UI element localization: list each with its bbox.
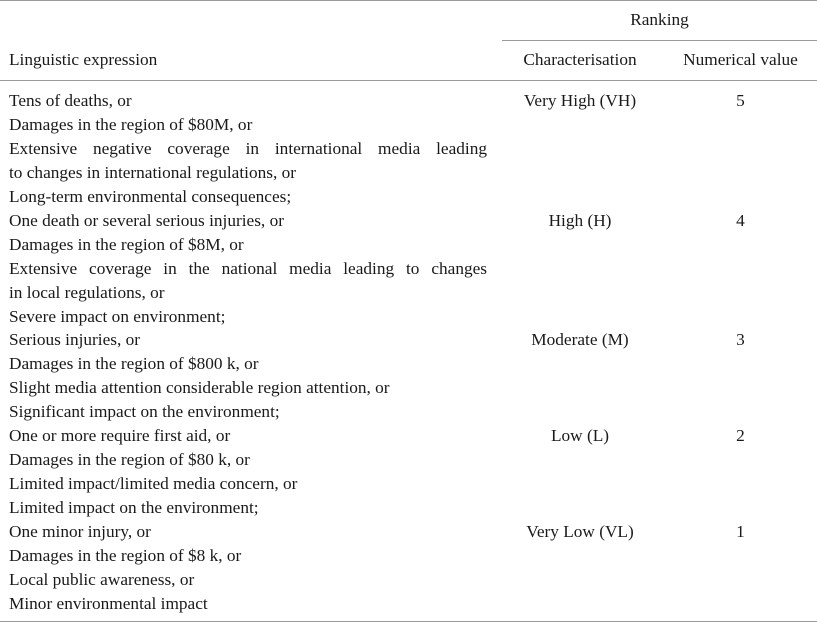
expression-line: Significant impact on the environment; (9, 402, 280, 421)
expression-line: Extensive coverage in the national media leading to changes (9, 259, 487, 278)
linguistic-expression-cell (9, 424, 497, 520)
numerical-value-cell: 1 (736, 522, 745, 541)
linguistic-expression-cell (9, 89, 497, 209)
expression-line: to changes in international regulations, or (9, 163, 296, 182)
expression-line: Limited impact/limited media concern, or (9, 474, 298, 493)
numerical-value-cell: 4 (736, 211, 745, 230)
expression-line: Severe impact on environment; (9, 307, 226, 326)
table-top-rule (0, 0, 817, 1)
linguistic-expression-cell (9, 209, 497, 329)
table-bottom-rule (0, 621, 817, 622)
expression-line: One death or several serious injuries, or (9, 211, 284, 230)
characterisation-cell: Low (L) (550, 426, 610, 445)
expression-line: Serious injuries, or (9, 330, 141, 349)
expression-line: One minor injury, or (9, 522, 151, 541)
ranking-group-rule (502, 40, 817, 41)
header-linguistic-expression: Linguistic expression (9, 50, 158, 69)
characterisation-cell: Very Low (VL) (526, 522, 634, 541)
header-ranking-group: Ranking (630, 10, 689, 29)
characterisation-cell: Very High (VH) (523, 91, 637, 110)
numerical-value-cell: 5 (736, 91, 745, 110)
numerical-value-cell: 3 (736, 330, 745, 349)
expression-line: Slight media attention considerable region attention, or (9, 378, 390, 397)
expression-line: Damages in the region of $80M, or (9, 115, 253, 134)
expression-line: Local public awareness, or (9, 570, 195, 589)
characterisation-cell: Moderate (M) (531, 330, 629, 349)
expression-line: Damages in the region of $800 k, or (9, 354, 259, 373)
expression-line: Minor environmental impact (9, 594, 208, 613)
expression-line: in local regulations, or (9, 283, 165, 302)
expression-line: Limited impact on the environment; (9, 498, 259, 517)
expression-line: Tens of deaths, or (9, 91, 132, 110)
expression-line: One or more require first aid, or (9, 426, 231, 445)
linguistic-expression-cell (9, 520, 497, 616)
linguistic-expression-cell (9, 328, 497, 424)
expression-line: Long-term environmental consequences; (9, 187, 292, 206)
header-numerical-value: Numerical value (683, 50, 798, 69)
header-characterisation: Characterisation (523, 50, 637, 69)
numerical-value-cell: 2 (736, 426, 745, 445)
expression-line: Damages in the region of $8 k, or (9, 546, 242, 565)
characterisation-cell: High (H) (548, 211, 612, 230)
expression-line: Extensive negative coverage in international media leading (9, 139, 487, 158)
expression-line: Damages in the region of $80 k, or (9, 450, 250, 469)
header-bottom-rule (0, 80, 817, 81)
expression-line: Damages in the region of $8M, or (9, 235, 244, 254)
